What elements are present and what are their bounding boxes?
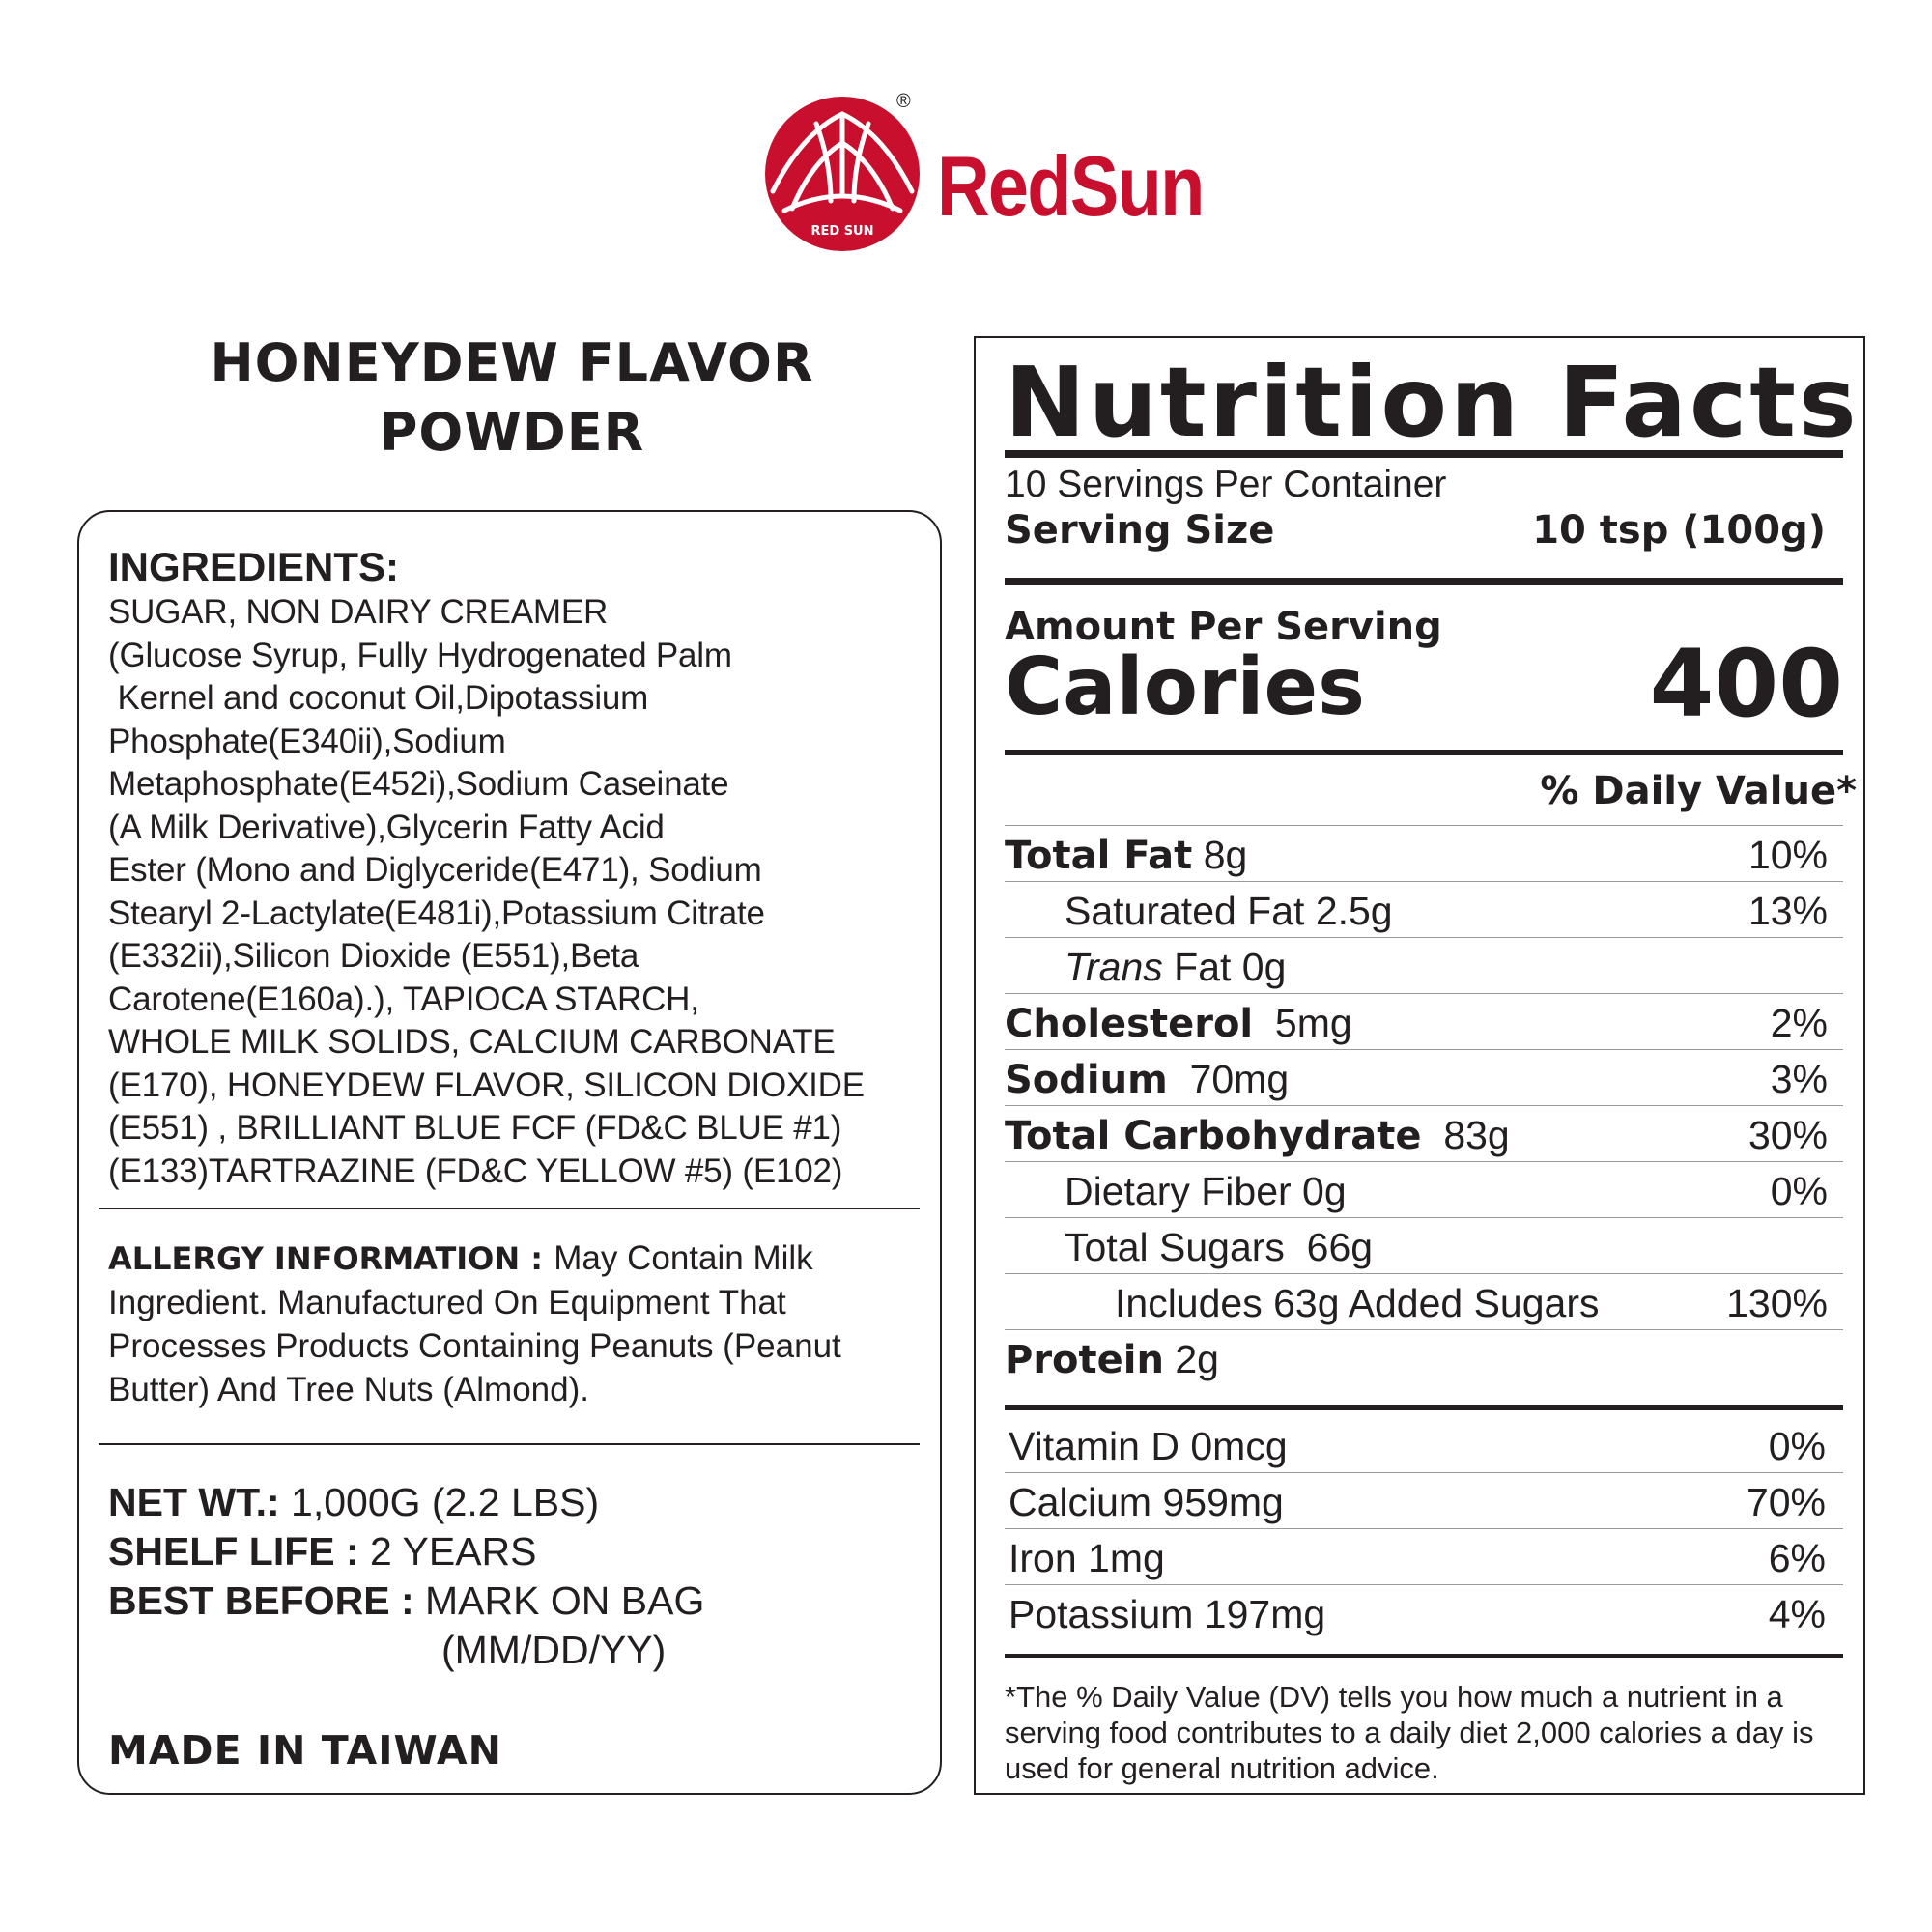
ingredients-text: SUGAR, NON DAIRY CREAMER (Glucose Syrup, Fully Hydrogenated Palm Kernel and coconut Oil,Dipotassium Phosphate(E340ii),Sodium Metaphosphate(E452i),Sodium Caseinate (A Milk Derivative),Glycerin Fatty Acid Ester (Mono and Diglyceride(E471), Sodium Stearyl 2-Lactylate(E481i),Potassium Citrate (E332ii),Silicon Dioxide (E551),Beta Carotene(E160a).), TAPIOCA STARCH, WHOLE MILK SOLIDS, CALCIUM CARBONATE (E170), HONEYDEW FLAVOR, SILICON DIOXIDE (E551) , BRILLIANT BLUE FCF (FD&C BLUE #1) (E133)TARTRAZINE (FD&C YELLOW #5) (E102) xyxy=(108,593,865,1190)
nutrient-name xyxy=(1005,827,1247,884)
nutrient-amount: 8g xyxy=(1192,833,1248,877)
daily-value-percent: 130% xyxy=(1726,1281,1828,1325)
daily-value-header: % Daily Value* xyxy=(1540,769,1857,813)
red-sun-logo-icon xyxy=(763,95,923,254)
vitamin-name: Calcium 959mg xyxy=(1009,1480,1284,1524)
daily-value-percent: 13% xyxy=(1747,889,1828,933)
nutrient-text: Fat 0g xyxy=(1162,945,1287,989)
net-weight xyxy=(108,1478,920,1527)
nutrient-text: Includes 63g Added Sugars xyxy=(1115,1281,1600,1325)
daily-value-footnote: *The % Daily Value (DV) tells you how much a nutrient in a serving food contributes to a daily diet 2,000 calories a day is used for general nutrition advice. xyxy=(1005,1680,1814,1785)
calories-value: 400 xyxy=(1649,630,1843,738)
registered-mark: ® xyxy=(896,91,911,112)
divider xyxy=(99,1443,920,1445)
product-title xyxy=(97,328,927,468)
daily-value-percent: 2% xyxy=(1770,1001,1828,1045)
nutrient-label: Total Carbohydrate xyxy=(1005,1114,1422,1158)
nutrient-name xyxy=(1065,939,1286,995)
vitamin-row xyxy=(1009,1586,1839,1642)
product-details xyxy=(108,1478,920,1675)
ingredients-heading: INGREDIENTS: xyxy=(108,544,400,589)
daily-value-percent: 10% xyxy=(1747,833,1828,877)
daily-value-percent: 30% xyxy=(1747,1113,1828,1157)
row-divider xyxy=(1005,881,1843,882)
row-divider xyxy=(1005,1161,1843,1162)
vitamin-name: Vitamin D 0mcg xyxy=(1009,1424,1288,1468)
nutrient-label: Cholesterol xyxy=(1005,1002,1254,1046)
amount-per-serving: Amount Per Serving xyxy=(1005,605,1442,649)
vitamin-row xyxy=(1009,1474,1839,1530)
row-divider xyxy=(1005,1217,1843,1218)
serving-size-value: 10 tsp (100g) xyxy=(1532,508,1826,553)
shelf-life xyxy=(108,1527,920,1577)
vitamin-name: Iron 1mg xyxy=(1009,1536,1165,1580)
made-in: MADE IN TAIWAN xyxy=(108,1727,502,1774)
shelf-life-label: SHELF LIFE : xyxy=(108,1529,371,1574)
best-before-format: (MM/DD/YY) xyxy=(441,1628,667,1672)
row-divider xyxy=(1005,1273,1843,1274)
best-before-value: MARK ON BAG xyxy=(425,1578,705,1623)
divider xyxy=(99,1208,920,1209)
svg-text:RED SUN: RED SUN xyxy=(810,224,874,239)
nutrient-row xyxy=(1005,827,1835,883)
row-divider xyxy=(1005,1472,1843,1473)
brand-name: RedSun xyxy=(937,138,1204,234)
allergy-information xyxy=(108,1236,920,1411)
divider xyxy=(1005,1405,1843,1410)
nutrient-text: Dietary Fiber 0g xyxy=(1065,1169,1347,1213)
calories-label: Calories xyxy=(1005,641,1365,733)
divider xyxy=(1005,578,1843,585)
servings-per-container: 10 Servings Per Container xyxy=(1005,464,1447,505)
serving-size-label: Serving Size xyxy=(1005,508,1275,553)
row-divider xyxy=(1005,937,1843,938)
nutrient-row xyxy=(1005,1219,1835,1275)
net-weight-label: NET WT.: xyxy=(108,1480,292,1524)
nutrient-amount: 70mg xyxy=(1167,1057,1290,1101)
nutrient-name xyxy=(1005,1107,1510,1164)
vitamin-name: Potassium 197mg xyxy=(1009,1592,1326,1636)
best-before-label: BEST BEFORE : xyxy=(108,1578,426,1623)
row-divider xyxy=(1005,1105,1843,1106)
row-divider xyxy=(1005,1329,1843,1330)
row-divider xyxy=(1005,993,1843,994)
nutrient-name xyxy=(1005,995,1352,1052)
row-divider xyxy=(1005,825,1843,826)
row-divider xyxy=(1005,1584,1843,1585)
nutrient-row xyxy=(1005,939,1835,995)
nutrient-row xyxy=(1005,1051,1835,1107)
nutrient-name xyxy=(1065,1163,1347,1219)
nutrient-amount: 5mg xyxy=(1253,1001,1352,1045)
nutrient-row xyxy=(1005,1275,1835,1331)
vitamin-row xyxy=(1009,1418,1839,1474)
serving-size-row xyxy=(1005,508,1843,556)
best-before xyxy=(108,1577,920,1675)
daily-value-percent: 4% xyxy=(1768,1592,1826,1636)
nutrition-facts-title: Nutrition Facts xyxy=(1005,346,1860,459)
daily-value-percent: 0% xyxy=(1768,1424,1826,1468)
nutrient-label: Total Fat xyxy=(1005,834,1193,878)
daily-value-percent: 0% xyxy=(1770,1169,1828,1213)
nutrient-text: Saturated Fat 2.5g xyxy=(1065,889,1393,933)
nutrient-amount: 83g xyxy=(1421,1113,1510,1157)
daily-value-percent: 6% xyxy=(1768,1536,1826,1580)
row-divider xyxy=(1005,1049,1843,1050)
allergy-label: ALLERGY INFORMATION : xyxy=(108,1240,554,1277)
shelf-life-value: 2 YEARS xyxy=(370,1529,537,1574)
nutrient-text: Total Sugars 66g xyxy=(1065,1225,1374,1269)
product-title-line2: POWDER xyxy=(379,402,645,463)
product-title-line1: HONEYDEW FLAVOR xyxy=(210,332,814,393)
nutrient-row xyxy=(1005,995,1835,1051)
nutrient-name xyxy=(1005,1051,1289,1108)
vitamin-row xyxy=(1009,1530,1839,1586)
nutrient-name xyxy=(1005,1331,1219,1388)
nutrient-label: Sodium xyxy=(1005,1058,1168,1102)
nutrient-row xyxy=(1005,1107,1835,1163)
daily-value-percent: 3% xyxy=(1770,1057,1828,1101)
nutrient-row xyxy=(1005,1331,1835,1387)
nutrient-name xyxy=(1115,1275,1600,1331)
daily-value-percent: 70% xyxy=(1746,1480,1826,1524)
divider xyxy=(1005,450,1843,458)
row-divider xyxy=(1005,1528,1843,1529)
brand-logo xyxy=(763,91,1204,254)
nutrient-italic: Trans xyxy=(1065,945,1163,989)
divider xyxy=(1005,1654,1843,1658)
nutrient-row xyxy=(1005,1163,1835,1219)
nutrient-label: Protein xyxy=(1005,1338,1164,1382)
net-weight-value: 1,000G (2.2 LBS) xyxy=(291,1480,600,1524)
nutrient-name xyxy=(1065,1219,1373,1275)
allergy-text: May Contain Milk Ingredient. Manufactured On Equipment That Processes Products Containing Peanuts (Peanut Butter) And Tree Nuts (Almond). xyxy=(108,1239,841,1408)
nutrient-name xyxy=(1065,883,1393,939)
nutrient-amount: 2g xyxy=(1163,1337,1219,1381)
divider xyxy=(1005,750,1843,755)
nutrient-row xyxy=(1005,883,1835,939)
